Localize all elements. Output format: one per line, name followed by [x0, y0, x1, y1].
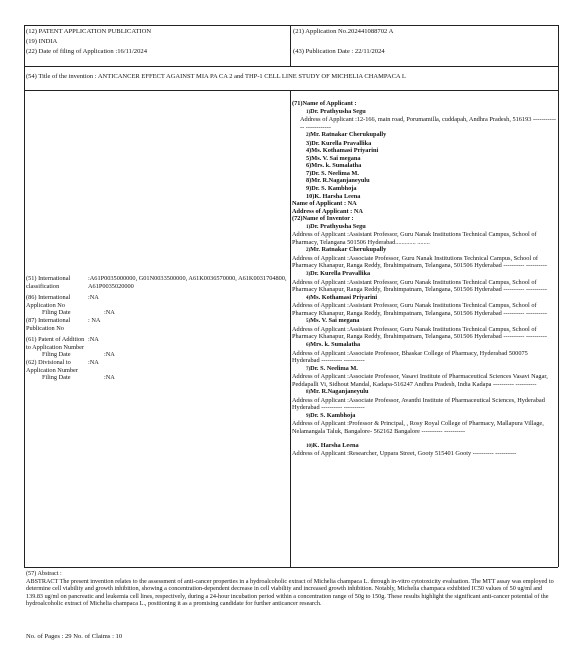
title-rule — [24, 90, 558, 91]
meta-value: :NA — [88, 294, 99, 302]
inventor-address: Address of Applicant :Assistant Professor, Guru Nanak Institutions Technical Campus, School of Pharmacy, Telangana 501506 Hyderabad............. ........ — [292, 231, 537, 246]
inventor-address: Address of Applicant :Assistant Professor, Guru Nanak Institutions Technical Campus, School of Pharmacy Khanapur, Ranga Reddy, Ibrahimpatnam, Telangana, 501506 Hyderabad ---------- ---------- — [292, 302, 547, 317]
inventor-address: Address of Applicant :Assistant Professor, Guru Nanak Institutions Technical Campus, School of Pharmacy Khanapur, Ranga Reddy, Ibrahimpatnam, Telangana, 501506 Hyderabad ---------- ---------- — [292, 325, 547, 341]
top-rule — [24, 25, 558, 26]
applicants-inventors — [292, 100, 556, 458]
inventor-name: 1)Dr. Prathyusha Segu — [306, 222, 366, 230]
applicant-1-name: 1)Dr. Prathyusha Segu — [306, 107, 366, 115]
applicant-name: 2)Mr. Ratnakar Cherukupally — [306, 131, 387, 139]
application-number: (21) Application No.202441088702 A — [293, 28, 394, 35]
meta-key: (51) International classification — [26, 275, 71, 290]
invention-title: (54) Title of the invention : ANTICANCER EFFECT AGAINST MIA PA CA 2 and THP-1 CELL LINE STUDY OF MICHELIA CHAMPACA L — [26, 73, 406, 80]
inventor-address: Address of Applicant :Associate Professor, Vasavi Institute of Pharmaceutical Sciences Vasavi Nagar, Peddapalli Vi, Sidhout Mandal, Kadapa-516247 Andhra Pradesh, India Kadapa ---------- ---------- — [292, 373, 548, 388]
meta-key: (87) International Publication No — [26, 316, 71, 332]
meta-row — [26, 294, 288, 309]
meta-key: Filing Date — [42, 309, 71, 317]
body-divider — [290, 90, 291, 567]
meta-key: (62) Divisional to Application Number — [26, 358, 78, 374]
page-claim-count: No. of Pages : 29 No. of Claims : 10 — [26, 633, 123, 640]
inventor-name: 10)K. Harsha Leena — [306, 441, 359, 449]
meta-row — [26, 351, 288, 359]
inventor-address: Address of Applicant :Professor & Principal, , Rosy Royal College of Pharmacy, Mallapura Village, Nelamangala Taluk, Bangalore- 562162 Bangalore ---------- ---------- — [292, 420, 544, 435]
inventor-heading: (72)Name of Inventor : — [292, 215, 354, 223]
applicant-name: 8)Mr. R.Naganjaneyulu — [306, 177, 370, 185]
meta-value: :NA — [88, 358, 99, 366]
inventor-list — [292, 223, 556, 458]
meta-key: (86) International Application No — [26, 294, 71, 309]
publication-date: (43) Publication Date : 22/11/2024 — [293, 47, 385, 55]
meta-value: : NA — [88, 316, 101, 324]
inventor-name: 5)Ms. V. Sai megana — [306, 317, 360, 325]
applicant-name: 5)Ms. V. Sai megana — [306, 154, 361, 162]
meta-value: :NA — [104, 351, 115, 359]
applicant-name-na: Name of Applicant : NA — [292, 200, 357, 208]
abstract-text: ABSTRACT The present invention relates to the assessment of anti-cancer properties in a hydroalcoholic extract of Michelia champaca L. through in-vitro cytotoxicity evaluation. The MTT assay was employed to determine cell viability and growth inhibition, showing a concentration-dependent decrease in cell viability and increased growth inhibition. Notably, Michelia champaca exhibited IC50 values of 50 ug/ml and 139.83 ug/ml on pancreatic and leukemia cell lines, respectively, during a 24-hour incubation period within a concentration range of 50g to 150g. These results highlight the significant anti-cancer potential of the hydroalcoholic extract of Michelia champaca L., positioning it as a promising candidate for further anticancer research. — [26, 577, 554, 607]
meta-row — [26, 317, 288, 332]
meta-key: Filing Date — [42, 351, 71, 359]
inventor-address: Address of Applicant :Associate Professor, Bhaskar College of Pharmacy, Hyderabad 500075 Hyderabad ---------- ---------- — [292, 349, 528, 365]
inventor-name: 7)Dr. S. Neelima M. — [306, 364, 358, 372]
applicant-list — [292, 131, 556, 200]
meta-row — [26, 374, 288, 382]
inventor-name: 9)Dr. S. Kambhoja — [306, 411, 356, 419]
applicant-name: 4)Ms. Kothamasi Priyarini — [306, 147, 379, 155]
header-left — [26, 27, 151, 56]
meta-key: Filing Date — [42, 374, 71, 382]
meta-row — [26, 309, 288, 317]
publication-type: (12) PATENT APPLICATION PUBLICATION — [26, 28, 152, 35]
header-right — [293, 27, 393, 56]
left-border — [24, 25, 25, 567]
applicant-name: 9)Dr. S. Kambhoja — [306, 185, 357, 193]
country: (19) INDIA — [26, 37, 58, 45]
applicant-name: 3)Dr. Kurella Pravallika — [306, 139, 372, 147]
inventor-name: 2)Mr. Ratnakar Cherukupally — [306, 246, 387, 254]
meta-row — [26, 359, 288, 374]
inventor-name: 4)Ms. Kothamasi Priyarini — [306, 293, 378, 301]
inventor-address: Address of Applicant :Researcher, Uppara Street, Gooty 515401 Gooty ---------- ---------- — [292, 450, 517, 458]
meta-value: :NA — [104, 374, 115, 382]
meta-row — [26, 336, 288, 351]
applicant-address-na: Address of Applicant : NA — [292, 207, 363, 215]
abstract — [26, 570, 558, 608]
bibliographic-data — [26, 275, 288, 382]
inventor-address: Address of Applicant :Associate Professor, Guru Nanak Institutions Technical Campus, School of Pharmacy Khanapur, Ranga Reddy, Ibrahimpatnam, Telangana, 501506 Hyderabad ---------- ---------- — [292, 254, 547, 270]
applicant-name: 6)Mrs. k. Sumalatha — [306, 162, 362, 170]
right-border — [558, 25, 559, 567]
meta-value: :NA — [88, 336, 99, 344]
inventor-address: Address of Applicant :Associate Professor, Avanthi Institute of Pharmaceutical Sciences, Hyderabad Hyderabad ---------- ---------- — [292, 396, 545, 412]
body-rule — [24, 567, 558, 568]
applicant-heading: (71)Name of Applicant : — [292, 100, 357, 107]
inventor-name: 3)Dr. Kurella Pravallika — [306, 270, 371, 278]
abstract-label: (57) Abstract : — [26, 570, 62, 577]
header-rule — [24, 66, 558, 67]
meta-value: :NA — [104, 309, 115, 317]
inventor-name: 8)Mr. R.Naganjaneyulu — [306, 388, 369, 396]
header-divider — [290, 25, 291, 66]
filing-date: (22) Date of filing of Application :16/11/2024 — [26, 47, 147, 55]
applicant-1-address: Address of Applicant :12-166, main road, Porumamilla, cuddapah, Andhra Pradesh, 516193 ------------- ------------ — [300, 116, 557, 131]
meta-key: (61) Patent of Addition to Application Number — [26, 336, 85, 351]
inventor-address: Address of Applicant :Assistant Professor, Guru Nanak Institutions Technical Campus, School of Pharmacy Khanapur, Ranga Reddy, Ibrahimpatnam, Telangana, 501506 Hyderabad ---------- ---------- — [292, 278, 547, 294]
inventor-name: 6)Mrs. k. Sumalatha — [306, 340, 361, 348]
meta-row — [26, 275, 288, 290]
applicant-name: 7)Dr. S. Neelima M. — [306, 169, 359, 177]
applicant-name: 10)K. Harsha Leena — [306, 192, 361, 200]
meta-value: :A61P0035000000, G01N0033500000, A61K0036570000, A61K0031704800, A61P0035020000 — [88, 275, 287, 290]
